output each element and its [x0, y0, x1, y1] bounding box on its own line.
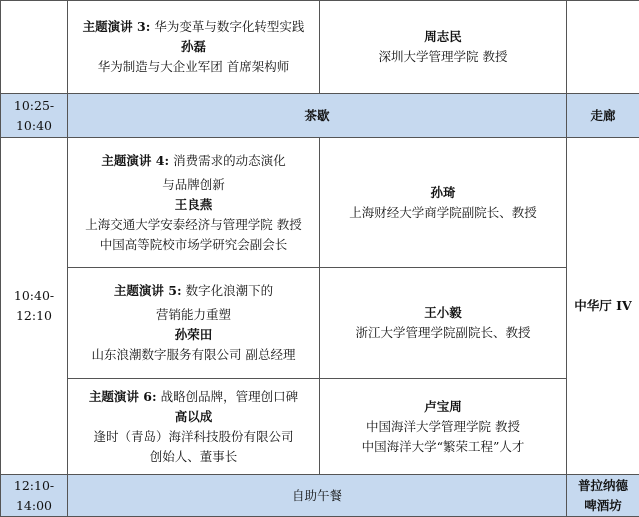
talk-4-topic: 消费需求的动态演化: [173, 153, 286, 168]
talk-4-title-line2: 与品牌创新: [72, 175, 315, 195]
talk-3-title: [72, 17, 315, 37]
talk-5-cell: [68, 268, 320, 379]
session-venue: 中华厅 IV: [567, 138, 639, 475]
lunch-venue-line-2: 啤酒坊: [571, 496, 635, 516]
tea-break-time-end: 10:40: [5, 116, 63, 136]
talk-5-host-name: 王小毅: [324, 303, 562, 323]
lunch-row: [1, 475, 639, 517]
session-time-start: 10:40-: [5, 286, 63, 306]
lunch-activity: 自助午餐: [68, 475, 567, 517]
session-time: [1, 138, 68, 475]
talk-3-topic: 华为变革与数字化转型实践: [154, 19, 304, 34]
talk-3-label: 主题演讲 3:: [83, 19, 151, 34]
talk-6-host-title-1: 中国海洋大学管理学院 教授: [324, 417, 562, 437]
talk-5-host-cell: [320, 268, 567, 379]
talk-3-affiliation: 华为制造与大企业军团 首席架构师: [72, 57, 315, 77]
talk-6-host-name: 卢宝周: [324, 397, 562, 417]
talk-6-affiliation-2: 创始人、董事长: [72, 447, 315, 467]
tea-break-venue: 走廊: [567, 94, 639, 138]
talk-5-title-line2: 营销能力重塑: [72, 305, 315, 325]
talk-3-row: [1, 1, 639, 94]
talk-6-affiliation-1: 逢时（青岛）海洋科技股份有限公司: [72, 427, 315, 447]
venue-cell-empty: [567, 1, 639, 94]
lunch-time: [1, 475, 68, 517]
talk-5-label: 主题演讲 5:: [114, 283, 182, 298]
talk-6-label: 主题演讲 6:: [89, 389, 157, 404]
talk-6-topic: 战略创品牌，管理创口碑: [161, 389, 299, 404]
session-time-end: 12:10: [5, 306, 63, 326]
talk-4-speaker: 王良燕: [72, 195, 315, 215]
talk-3-host-title: 深圳大学管理学院 教授: [324, 47, 562, 67]
talk-5-affiliation: 山东浪潮数字服务有限公司 副总经理: [72, 345, 315, 365]
talk-6-cell: [68, 379, 320, 475]
talk-5-row: [1, 268, 639, 379]
talk-4-affiliation-2: 中国高等院校市场学研究会副会长: [72, 235, 315, 255]
tea-break-time-start: 10:25-: [5, 96, 63, 116]
tea-break-time: [1, 94, 68, 138]
talk-4-host-title: 上海财经大学商学院副院长、教授: [324, 203, 562, 223]
lunch-venue: [567, 475, 639, 517]
talk-6-host-title-2: 中国海洋大学“繁荣工程”人才: [324, 437, 562, 457]
tea-break-activity: 茶歇: [68, 94, 567, 138]
talk-4-host-cell: [320, 138, 567, 268]
talk-4-title: [72, 151, 315, 171]
talk-5-title: [72, 281, 315, 301]
lunch-venue-line-1: 普拉纳德: [571, 476, 635, 496]
talk-6-speaker: 高以成: [72, 407, 315, 427]
time-cell-empty: [1, 1, 68, 94]
lunch-time-start: 12:10-: [5, 476, 63, 496]
talk-4-host-name: 孙琦: [324, 183, 562, 203]
talk-6-host-cell: [320, 379, 567, 475]
lunch-time-end: 14:00: [5, 496, 63, 516]
talk-3-host-cell: [320, 1, 567, 94]
talk-4-label: 主题演讲 4:: [101, 153, 169, 168]
talk-6-title: [72, 387, 315, 407]
tea-break-row: [1, 94, 639, 138]
talk-5-speaker: 孙荣田: [72, 325, 315, 345]
talk-4-row: [1, 138, 639, 268]
talk-3-cell: [68, 1, 320, 94]
talk-3-speaker: 孙磊: [72, 37, 315, 57]
talk-6-row: [1, 379, 639, 475]
talk-4-cell: [68, 138, 320, 268]
talk-3-host-name: 周志民: [324, 27, 562, 47]
talk-5-host-title: 浙江大学管理学院副院长、教授: [324, 323, 562, 343]
talk-5-topic: 数字化浪潮下的: [186, 283, 274, 298]
talk-4-affiliation-1: 上海交通大学安泰经济与管理学院 教授: [72, 215, 315, 235]
